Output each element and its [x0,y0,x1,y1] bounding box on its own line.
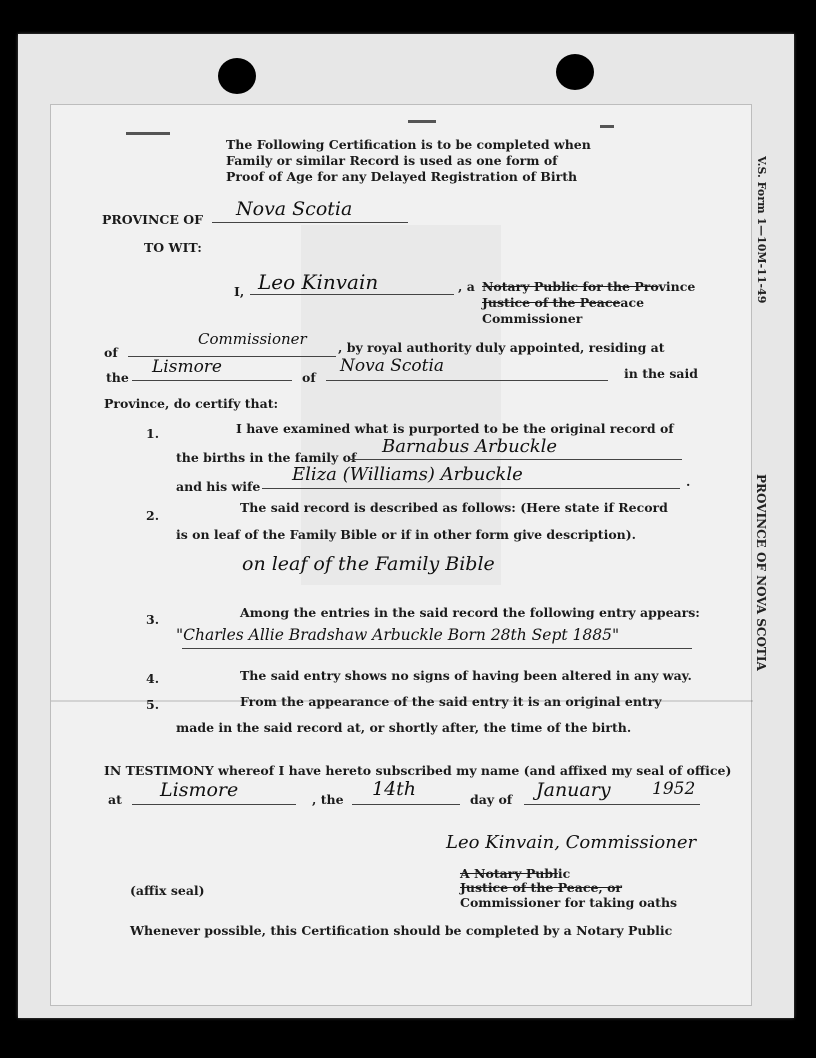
name-value: Leo Kinvain [258,270,379,294]
province-stamp: PROVINCE OF NOVA SCOTIA [754,474,768,671]
a-label: , a [458,279,475,294]
form-number: V.S. Form 1—10M-11-49 [755,156,768,304]
item-1-wife-label: and his wife [176,479,261,494]
the-day-label: , the [312,792,344,807]
item-3-text: Among the entries in the said record the following entry appears: [240,605,700,620]
item-2-number: 2. [146,508,160,523]
at-line [132,804,296,805]
appointed-text: , by royal authority duly appointed, residing at [338,340,665,355]
at-label: at [108,792,122,807]
item-1-family-line [348,459,682,460]
of-label: of [104,345,118,360]
province-label: PROVINCE OF [102,212,204,227]
the-value: Lismore [152,357,222,377]
province-line [212,222,408,223]
commissioner-label: Commissioner for taking oaths [460,895,678,910]
item-3-value: "Charles Allie Bradshaw Arbuckle Born 28th Sept 1885" [176,626,620,644]
staple-mark [600,125,614,128]
item-1-text: I have examined what is purported to be the original record of [236,421,674,436]
notary-public-label: A Notary Public [460,866,571,881]
item-1-number: 1. [146,426,160,441]
item-3-line [182,648,692,649]
item-3-number: 3. [146,612,160,627]
day-value: 14th [372,778,417,800]
item-4-number: 4. [146,671,160,686]
month-line [524,804,700,805]
day-of-label: day of [470,792,513,807]
of2-value: Nova Scotia [340,356,445,376]
of-value: Commissioner [198,330,307,348]
staple-mark [408,120,436,123]
at-value: Lismore [160,779,239,801]
punch-hole-right [556,54,594,90]
staple-mark [126,132,170,135]
affix-seal-label: (affix seal) [130,883,205,898]
item-2-text-2: is on leaf of the Family Bible or if in other form give description). [176,527,637,542]
item-5-text-2: made in the said record at, or shortly after, the time of the birth. [176,720,632,735]
item-4-text: The said entry shows no signs of having been altered in any way. [240,668,692,683]
item-2-value: on leaf of the Family Bible [242,553,495,575]
the-label: the [106,370,129,385]
title-commissioner: Commissioner [482,311,583,326]
item-2-text: The said record is described as follows: (Here state if Record [240,500,668,515]
header-line-2: Family or similar Record is used as one form of [226,153,558,168]
of2-line [326,380,608,381]
item-1-family-label: the births in the family of [176,450,357,465]
item-1-wife-line [262,488,680,489]
day-line [352,804,460,805]
to-wit-label: TO WIT: [144,240,202,255]
province-value: Nova Scotia [236,198,353,220]
item-1-wife-value: Eliza (Williams) Arbuckle [292,464,523,485]
title-notary: Notary Public for the Province [482,279,696,294]
in-said-text: in the said [624,366,698,381]
footer-note: Whenever possible, this Certification should be completed by a Notary Public [130,923,673,938]
title-justice: Justice of the Peaceace [482,295,645,310]
year-value: 1952 [652,779,696,799]
item-1-family-value: Barnabus Arbuckle [382,436,558,457]
header-line-3: Proof of Age for any Delayed Registration of Birth [226,169,578,184]
item-5-number: 5. [146,697,160,712]
item-5-text: From the appearance of the said entry it is an original entry [240,694,662,709]
justice-label: Justice of the Peace, or [460,880,623,895]
testimony-text: IN TESTIMONY whereof I have hereto subscribed my name (and affixed my seal of office) [104,763,732,778]
i-label: I, [234,284,245,299]
item-1-end: . [686,474,691,489]
punch-hole-left [218,58,256,94]
name-line [250,294,454,295]
of2-label: of [302,370,316,385]
province-certify: Province, do certify that: [104,396,279,411]
month-value: January [536,779,611,801]
signature: Leo Kinvain, Commissioner [446,832,697,853]
the-line [132,380,292,381]
header-line-1: The Following Certification is to be completed when [226,137,591,152]
